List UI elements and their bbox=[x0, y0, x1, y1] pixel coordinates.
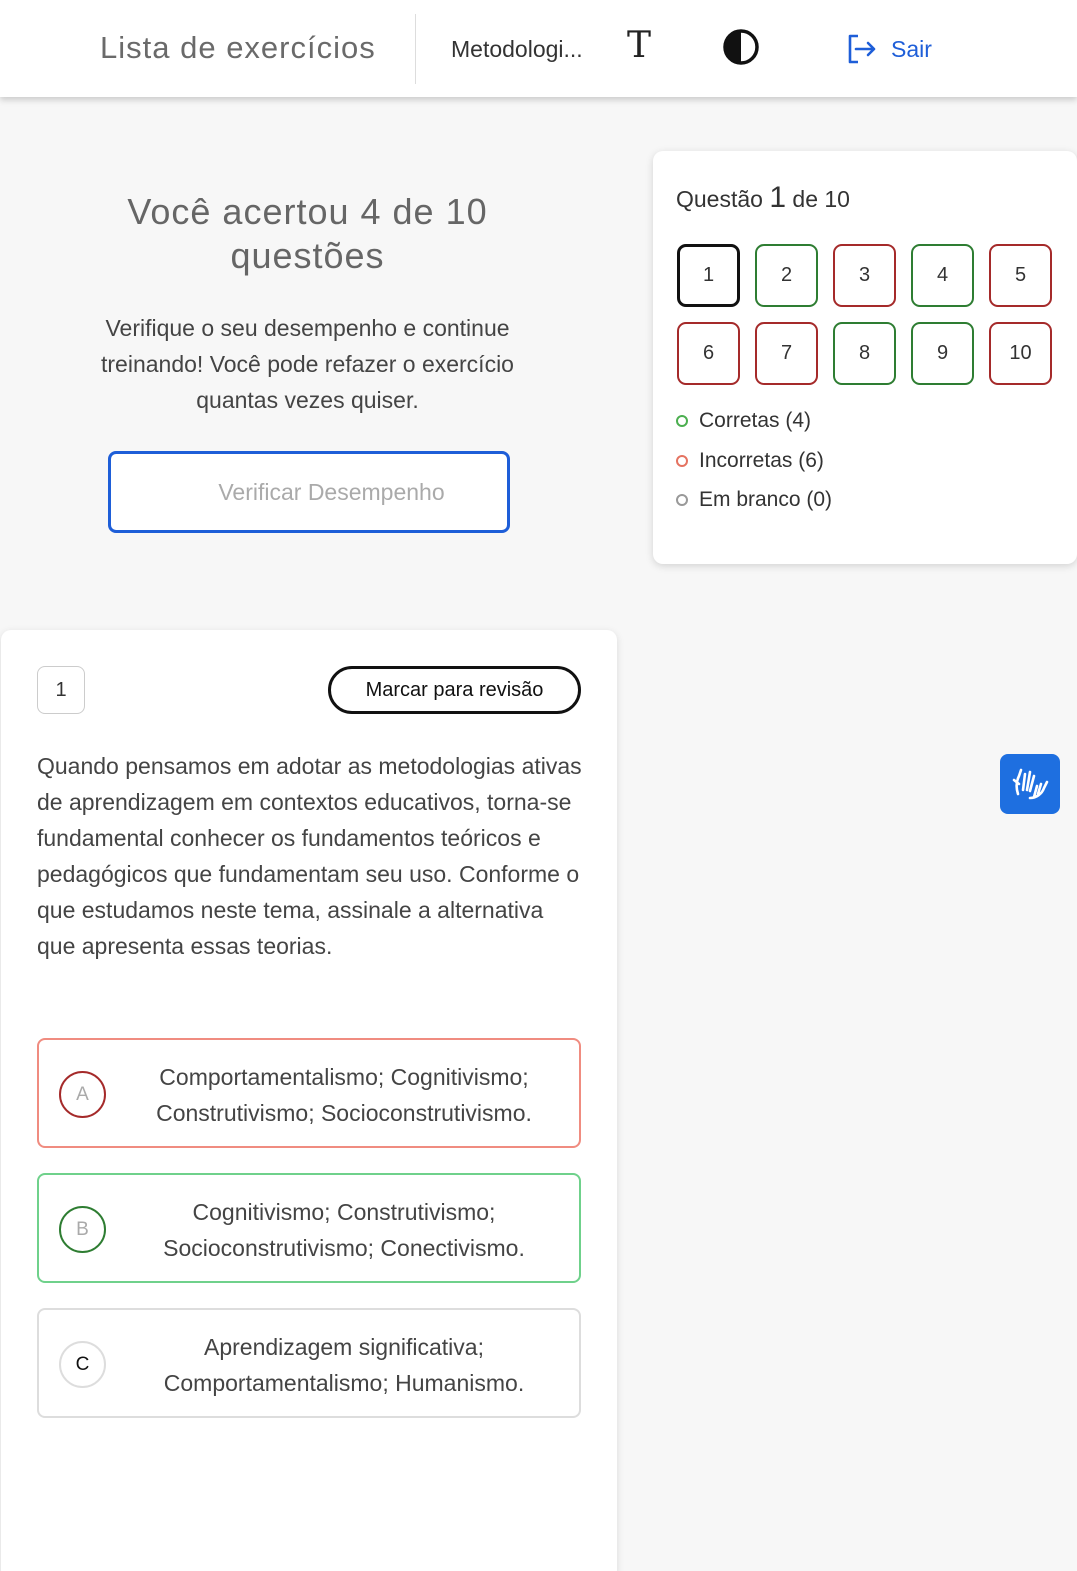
text-size-icon[interactable]: T bbox=[626, 25, 651, 66]
question-button-8[interactable]: 8 bbox=[833, 322, 896, 385]
mark-for-review-button[interactable]: Marcar para revisão bbox=[328, 666, 581, 714]
legend-blank-label: Em branco (0) bbox=[699, 488, 833, 511]
counter-current: 1 bbox=[769, 181, 787, 214]
question-button-10[interactable]: 10 bbox=[989, 322, 1052, 385]
question-button-1[interactable]: 1 bbox=[677, 244, 740, 307]
counter-prefix: Questão bbox=[676, 186, 763, 212]
page-brand-title: Lista de exercícios bbox=[100, 30, 376, 65]
blank-dot-icon bbox=[676, 494, 688, 506]
question-statement: Quando pensamos em adotar as metodologias ativas de aprendizagem em contextos educativos, torna-se fundamental conhecer os fundamentos teóricos e pedagógicos que fundamentam seu uso. Conforme o que estudamos neste tema, assinale a alternativa que apresenta essas teorias. bbox=[37, 753, 582, 959]
logout-label: Sair bbox=[891, 35, 932, 62]
legend-wrong bbox=[676, 449, 824, 473]
correct-dot-icon bbox=[676, 415, 688, 427]
question-button-5[interactable]: 5 bbox=[989, 244, 1052, 307]
alternative-letter: B bbox=[59, 1206, 106, 1253]
legend-blank bbox=[676, 488, 832, 512]
question-button-4[interactable]: 4 bbox=[911, 244, 974, 307]
alternative-text: Cognitivismo; Construtivismo; Socioconstrutivismo; Conectivismo. bbox=[163, 1199, 525, 1261]
verify-performance-button[interactable] bbox=[108, 451, 510, 533]
alternative-text: Comportamentalismo; Cognitivismo; Construtivismo; Socioconstrutivismo. bbox=[156, 1064, 532, 1126]
result-summary bbox=[60, 190, 555, 418]
legend-correct-label: Corretas (4) bbox=[699, 409, 812, 432]
alternative-text: Aprendizagem significativa; Comportamentalismo; Humanismo. bbox=[163, 1334, 525, 1396]
alternative-letter: A bbox=[59, 1071, 106, 1118]
top-bar bbox=[0, 0, 1077, 97]
course-name[interactable]: Metodologi... bbox=[451, 36, 583, 62]
alternative-c[interactable] bbox=[37, 1308, 581, 1418]
question-navigator bbox=[653, 151, 1077, 564]
question-button-3[interactable]: 3 bbox=[833, 244, 896, 307]
sign-language-button[interactable] bbox=[1000, 754, 1060, 814]
sign-language-hands-icon bbox=[1010, 764, 1050, 804]
question-card bbox=[1, 630, 617, 1571]
verify-performance-label: Verificar Desempenho bbox=[218, 479, 445, 505]
logout-icon bbox=[845, 32, 879, 66]
contrast-icon[interactable] bbox=[722, 28, 760, 66]
logout-button[interactable] bbox=[845, 30, 932, 68]
legend-wrong-label: Incorretas (6) bbox=[699, 449, 824, 472]
question-button-2[interactable]: 2 bbox=[755, 244, 818, 307]
header-divider bbox=[415, 14, 416, 84]
result-title: Você acertou 4 de 10 questões bbox=[127, 191, 488, 276]
alternative-letter: C bbox=[59, 1341, 106, 1388]
question-number-badge: 1 bbox=[37, 666, 85, 714]
legend-correct bbox=[676, 409, 811, 433]
alternative-a[interactable] bbox=[37, 1038, 581, 1148]
result-description: Verifique o seu desempenho e continue treinando! Você pode refazer o exercício quantas vezes quiser. bbox=[101, 315, 514, 413]
question-button-6[interactable]: 6 bbox=[677, 322, 740, 385]
question-button-9[interactable]: 9 bbox=[911, 322, 974, 385]
counter-suffix: de 10 bbox=[792, 186, 850, 212]
question-button-7[interactable]: 7 bbox=[755, 322, 818, 385]
alternative-b[interactable] bbox=[37, 1173, 581, 1283]
wrong-dot-icon bbox=[676, 455, 688, 467]
question-counter bbox=[676, 181, 850, 215]
